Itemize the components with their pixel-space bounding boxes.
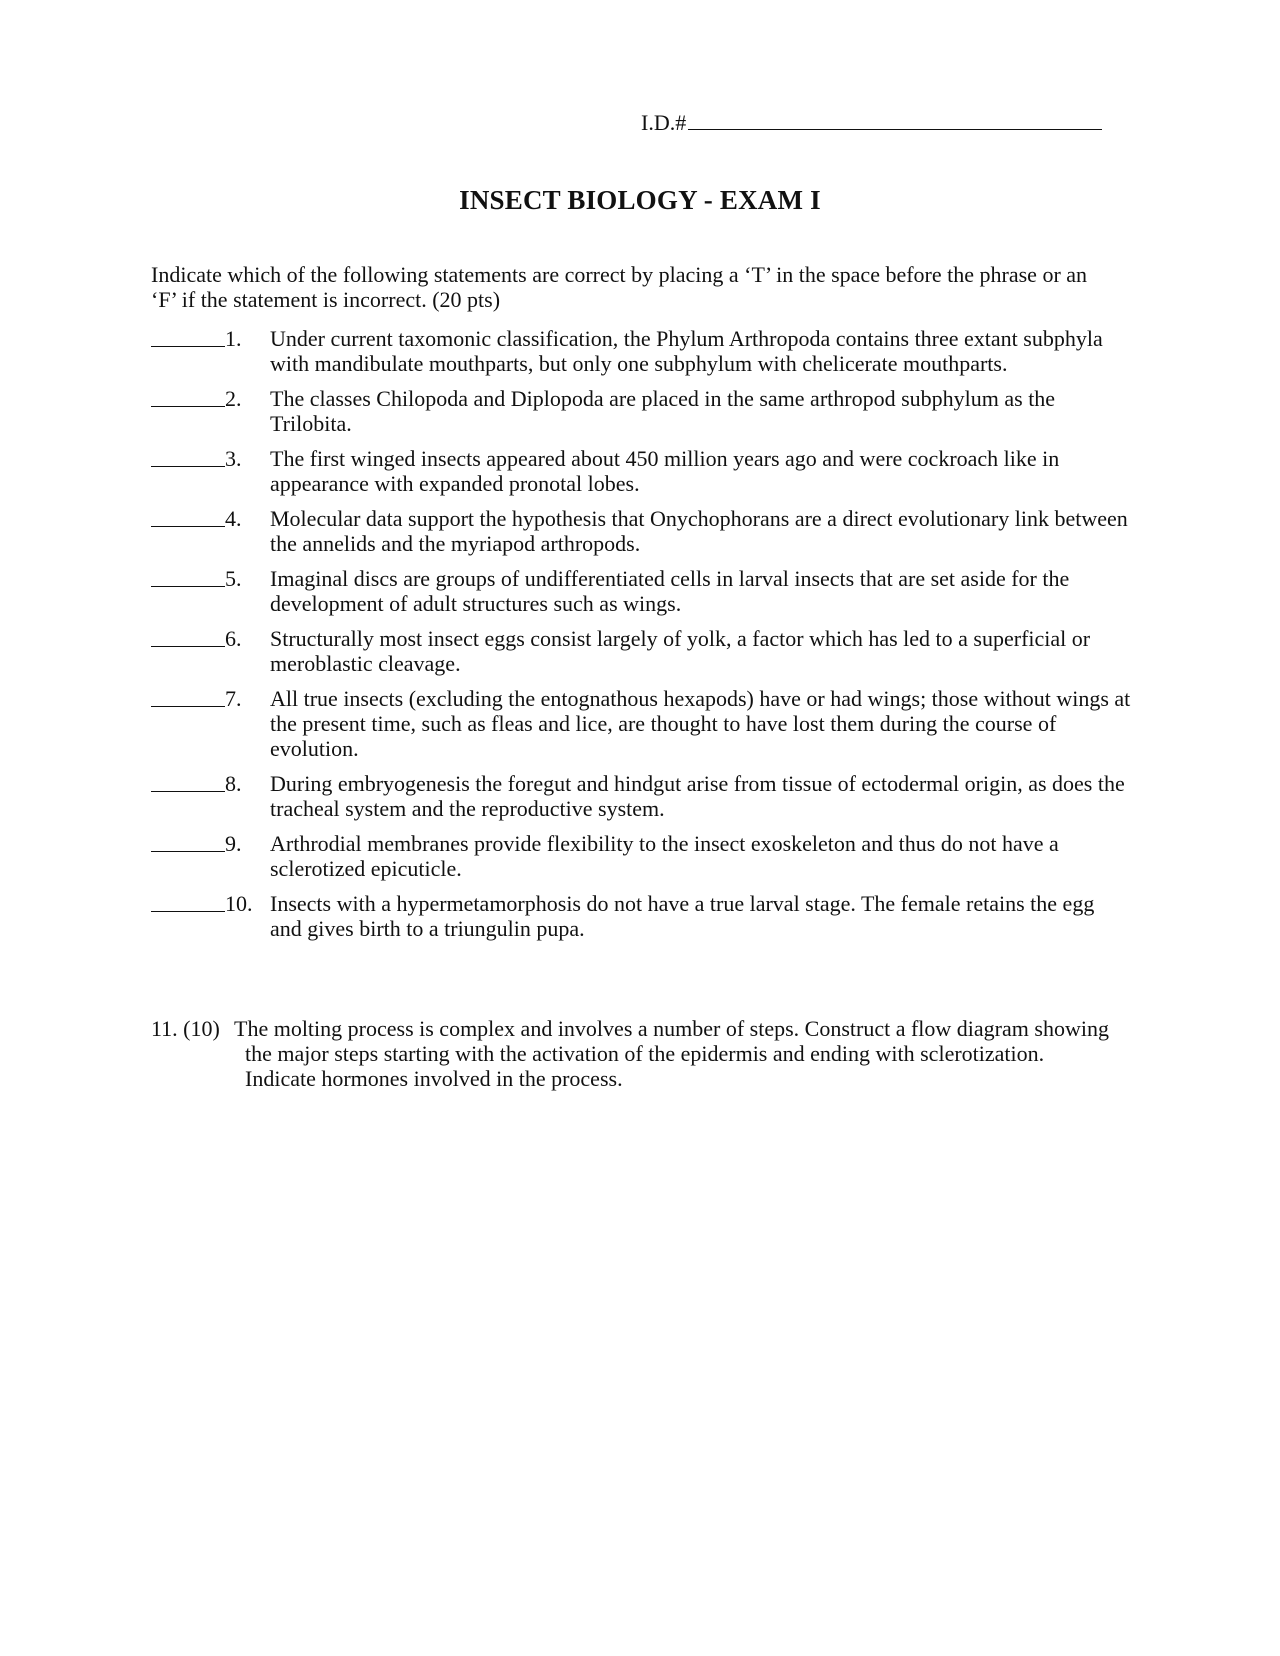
question-item — [151, 326, 1131, 376]
answer-blank[interactable] — [151, 686, 225, 707]
question-item — [151, 626, 1131, 676]
id-label: I.D.# — [641, 110, 687, 135]
question-text: Molecular data support the hypothesis that Onychophorans are a direct evolutionary link between the annelids and the myriapod arthropods. — [270, 506, 1128, 556]
question-item — [151, 506, 1131, 556]
answer-blank[interactable] — [151, 566, 225, 587]
question-number: 10. — [225, 891, 253, 916]
answer-blank[interactable] — [151, 831, 225, 852]
question-item — [151, 771, 1131, 821]
question-item — [151, 891, 1131, 941]
question-text: The classes Chilopoda and Diplopoda are placed in the same arthropod subphylum as the Trilobita. — [270, 386, 1056, 436]
id-blank-line[interactable] — [688, 110, 1102, 130]
answer-blank[interactable] — [151, 891, 225, 912]
answer-blank[interactable] — [151, 771, 225, 792]
question-text: Under current taxomonic classification, the Phylum Arthropoda contains three extant subphyla with mandibulate mouthparts, but only one subphylum with chelicerate mouthparts. — [270, 326, 1103, 376]
answer-blank[interactable] — [151, 386, 225, 407]
id-field — [641, 110, 1102, 136]
question-number: 4. — [225, 506, 242, 531]
question-text: Insects with a hypermetamorphosis do not have a true larval stage. The female retains the egg and gives birth to a triungulin pupa. — [270, 891, 1095, 941]
question-number: 5. — [225, 566, 242, 591]
question-item — [151, 566, 1131, 616]
true-false-list — [151, 326, 1131, 951]
instructions-text: Indicate which of the following statements are correct by placing a ‘T’ in the space before the phrase or an ‘F’ if the statement is incorrect. (20 pts) — [151, 262, 1088, 312]
answer-blank[interactable] — [151, 326, 225, 347]
question-item — [151, 831, 1131, 881]
question-11 — [151, 1016, 1111, 1091]
exam-title: INSECT BIOLOGY - EXAM I — [459, 185, 821, 215]
answer-blank[interactable] — [151, 626, 225, 647]
answer-blank[interactable] — [151, 506, 225, 527]
question-number: 2. — [225, 386, 242, 411]
question-text: Arthrodial membranes provide flexibility to the insect exoskeleton and thus do not have a sclerotized epicuticle. — [270, 831, 1059, 881]
question-number: 3. — [225, 446, 242, 471]
question-item — [151, 446, 1131, 496]
question-number: 7. — [225, 686, 242, 711]
question-number: 1. — [225, 326, 242, 351]
question-11-text: The molting process is complex and involves a number of steps. Construct a flow diagram showing the major steps starting with the activation of the epidermis and ending with sclerotization. Indicate hormones involved in the process. — [234, 1016, 1109, 1091]
question-item — [151, 686, 1131, 761]
question-text: Structurally most insect eggs consist largely of yolk, a factor which has led to a superficial or meroblastic cleavage. — [270, 626, 1091, 676]
answer-blank[interactable] — [151, 446, 225, 467]
question-number: 9. — [225, 831, 242, 856]
question-number: 8. — [225, 771, 242, 796]
question-number: 6. — [225, 626, 242, 651]
question-text: Imaginal discs are groups of undifferentiated cells in larval insects that are set aside for the development of adult structures such as wings. — [270, 566, 1070, 616]
question-11-label: 11. (10) — [151, 1016, 220, 1041]
question-text: The first winged insects appeared about 450 million years ago and were cockroach like in appearance with expanded pronotal lobes. — [270, 446, 1060, 496]
question-text: During embryogenesis the foregut and hindgut arise from tissue of ectodermal origin, as does the tracheal system and the reproductive system. — [270, 771, 1125, 821]
question-item — [151, 386, 1131, 436]
question-text: All true insects (excluding the entognathous hexapods) have or had wings; those without wings at the present time, such as fleas and lice, are thought to have lost them during the course of evolution. — [270, 686, 1131, 761]
